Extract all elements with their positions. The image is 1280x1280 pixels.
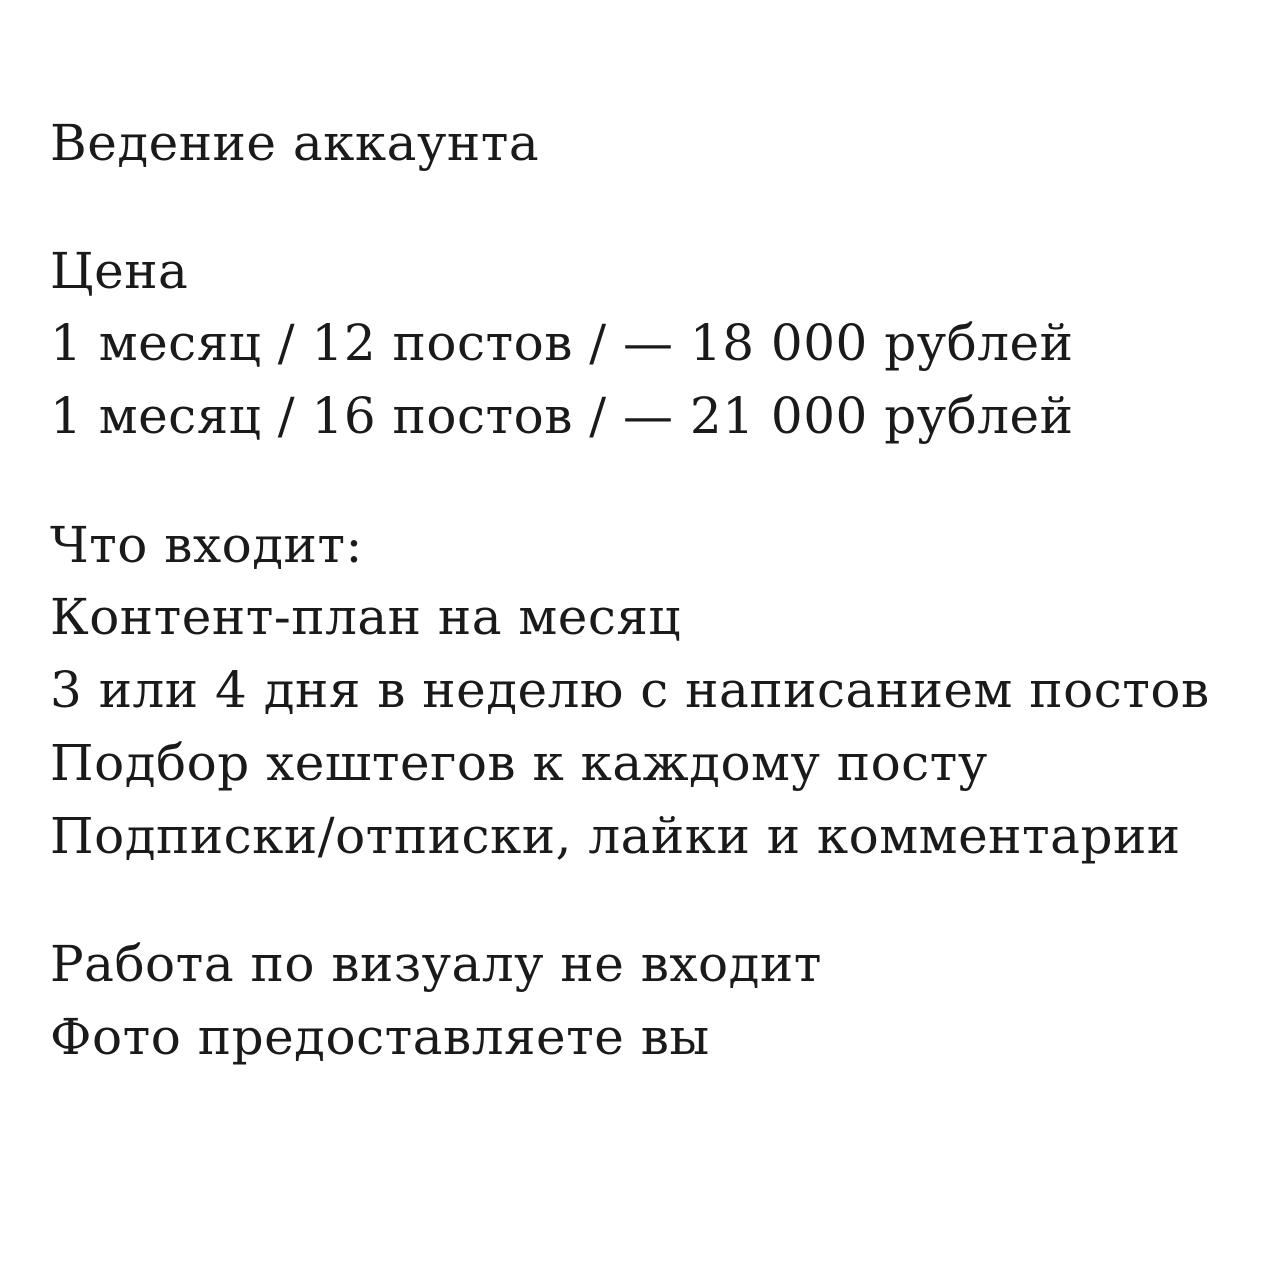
price-option: 1 месяц / 16 постов / — 21 000 рублей [50,387,1074,445]
includes-item: 3 или 4 дня в неделю с написанием постов [50,661,1210,719]
note-line: Фото предоставляете вы [50,1008,710,1066]
includes-heading: Что входит: [50,516,363,574]
price-option: 1 месяц / 12 постов / — 18 000 рублей [50,314,1074,372]
document-title: Ведение аккаунта [50,114,540,172]
note-line: Работа по визуалу не входит [50,935,822,993]
includes-item: Подписки/отписки, лайки и комментарии [50,807,1181,865]
includes-item: Контент-план на месяц [50,588,682,646]
includes-item: Подбор хештегов к каждому посту [50,734,988,792]
price-heading: Цена [50,242,189,300]
